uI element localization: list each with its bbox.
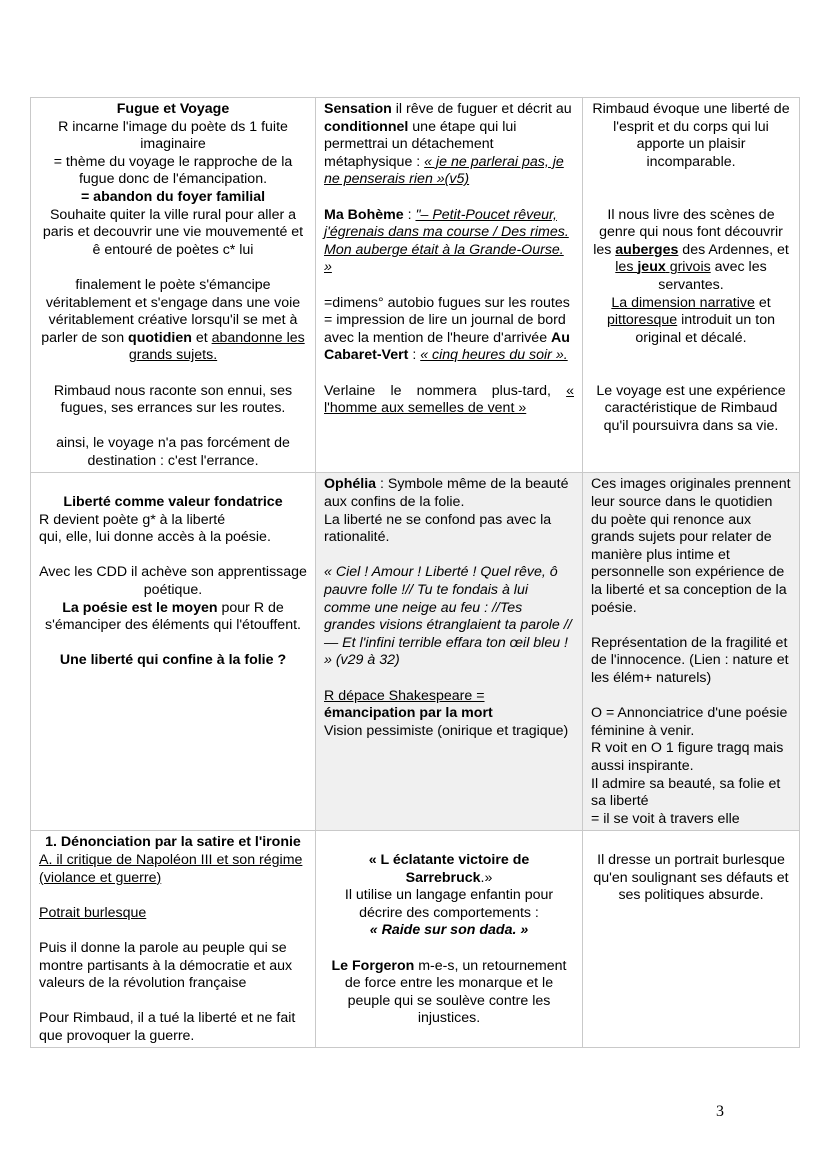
ophelia-quote: « Ciel ! Amour ! Liberté ! Quel rêve, ô pauvre folle !// Tu te fondais à lui comme une neige au feu : //Tes grandes visions étranglaient ta parole //— Et l'infini terrible effara ton œil bleu ! » (v29 à 32) [324, 564, 572, 669]
analysis-paragraph: Le voyage est une expérience caractéristique de Rimbaud qu'il poursuivra dans sa vie. [596, 382, 786, 434]
analysis-paragraph: Rimbaud évoque une liberté de l'esprit et du corps qui lui apporte un plaisir incomparable. [592, 101, 790, 170]
analysis-paragraph: Il nous livre des scènes de genre qui nous font découvrir les auberges des Ardennes, et les jeux grivois avec les servantes. [593, 206, 789, 293]
row3-title: 1. Dénonciation par la satire et l'ironie [45, 834, 301, 851]
ophelia-line: émancipation par la mort [324, 705, 493, 722]
row1-line: R incarne l'image du poète ds 1 fuite imaginaire [58, 118, 288, 153]
analysis-paragraph: O = Annonciatrice d'une poésie féminine à venir. [591, 705, 788, 739]
forgeron-paragraph: Le Forgeron m-e-s, un retournement de force entre les monarque et le peuple qui se soulève contre les injustices. [331, 957, 567, 1027]
sarrebruck-title: « L éclatante victoire de Sarrebruck.» [368, 851, 530, 886]
verlaine-paragraph: Verlaine le nommera plus-tard, « l'homme aux semelles de vent » [324, 382, 574, 417]
row3-analysis-cell [583, 831, 800, 1048]
row1-line: Rimbaud nous raconte son ennui, ses fugues, ses errances sur les routes. [53, 382, 293, 417]
analysis-paragraph: Il dresse un portrait burlesque qu'en soulignant ses défauts et ses politiques absurde. [593, 851, 789, 904]
sarrebruck-line: Il utilise un langage enfantin pour décrire des comportements : [344, 887, 554, 921]
analysis-paragraph: Il admire sa beauté, sa folie et sa liberté [591, 775, 781, 810]
table-row [31, 98, 800, 473]
row3-theme-cell [31, 831, 316, 1048]
row3-line: A. il critique de Napoléon III et son régime (violance et guerre) [39, 851, 303, 886]
row2-analysis-cell [583, 473, 800, 831]
row3-examples-cell [316, 831, 583, 1048]
row2-line: qui, elle, lui donne accès à la poésie. [39, 529, 271, 546]
row2-line: La poésie est le moyen pour R de s'émanciper des éléments qui l'étouffent. [45, 599, 301, 634]
row1-examples-cell [316, 98, 583, 473]
autobio-paragraph: =dimens° autobio fugues sur les routes = impression de lire un journal de bord avec la mention de l'heure d'arrivée Au Cabaret-Vert : « cinq heures du soir ». [324, 294, 570, 364]
ophelia-paragraph: Ophélia : Symbole même de la beauté aux confins de la folie. [324, 476, 569, 511]
table-row [31, 473, 800, 831]
row1-line: ainsi, le voyage n'a pas forcément de destination : c'est l'errance. [56, 435, 290, 469]
ophelia-line: Vision pessimiste (onirique et tragique) [324, 722, 569, 739]
table-row [31, 831, 800, 1048]
analysis-table [30, 97, 800, 1048]
row1-line: = abandon du foyer familial [80, 188, 266, 205]
row3-line: Puis il donne la parole au peuple qui se montre partisants à la démocratie et aux valeurs de la révolution française [39, 939, 293, 992]
analysis-paragraph: Ces images originales prennent leur source dans le quotidien du poète qui renonce aux grands sujets pour relater de manière plus intime et personnelle son expérience de la liberté et sa conception de la poésie. [591, 476, 791, 616]
row2-question: Une liberté qui confine à la folie ? [59, 652, 287, 669]
sarrebruck-quote: « Raide sur son dada. » [369, 922, 529, 939]
sensation-paragraph: Sensation il rêve de fuguer et décrit au conditionnel une étape qui lui permettrai un détachement métaphysique : « je ne parlerai pas, je ne penserais rien »(v5) [324, 101, 572, 188]
ophelia-line: La liberté ne se confond pas avec la rationalité. [324, 511, 552, 546]
row3-line: Potrait burlesque [39, 904, 147, 921]
analysis-paragraph: = il se voit à travers elle [591, 810, 740, 827]
row2-title: Liberté comme valeur fondatrice [63, 494, 283, 511]
row2-examples-cell [316, 473, 583, 831]
page-number: 3 [716, 1103, 724, 1120]
row2-line: Avec les CDD il achève son apprentissage poétique. [39, 564, 307, 599]
analysis-paragraph: Représentation de la fragilité et de l'innocence. (Lien : nature et les élém+ naturels) [591, 634, 789, 686]
row1-line: = thème du voyage le rapproche de la fugue donc de l'émancipation. [53, 153, 293, 188]
row2-line: R devient poète g* à la liberté [39, 511, 226, 528]
row1-line: Souhaite quiter la ville rural pour aller a paris et decouvrir une vie mouvementé et ê entouré de poètes c* lui [42, 206, 304, 258]
analysis-paragraph: R voit en O 1 figure tragq mais aussi inspirante. [591, 740, 784, 774]
analysis-paragraph: La dimension narrative et pittoresque introduit un ton original et décalé. [606, 294, 775, 346]
row3-line: Pour Rimbaud, il a tué la liberté et ne fait que provoquer la guerre. [39, 1010, 296, 1044]
ma-boheme-paragraph: Ma Bohème : "– Petit-Poucet rêveur, j'égrenais dans ma course / Des rimes. Mon auberge était à la Grande-Ourse. » [324, 206, 569, 276]
row1-title: Fugue et Voyage [116, 101, 230, 117]
row1-line: finalement le poète s'émancipe véritablement et s'engage dans une voie véritablement créative lorsqu'il se met à parler de son quotidien et abandonne les grands sujets. [41, 276, 305, 364]
row1-analysis-cell [583, 98, 800, 473]
ophelia-line: R dépace Shakespeare = [324, 687, 485, 704]
row1-theme-cell [31, 98, 316, 473]
row2-theme-cell [31, 473, 316, 831]
